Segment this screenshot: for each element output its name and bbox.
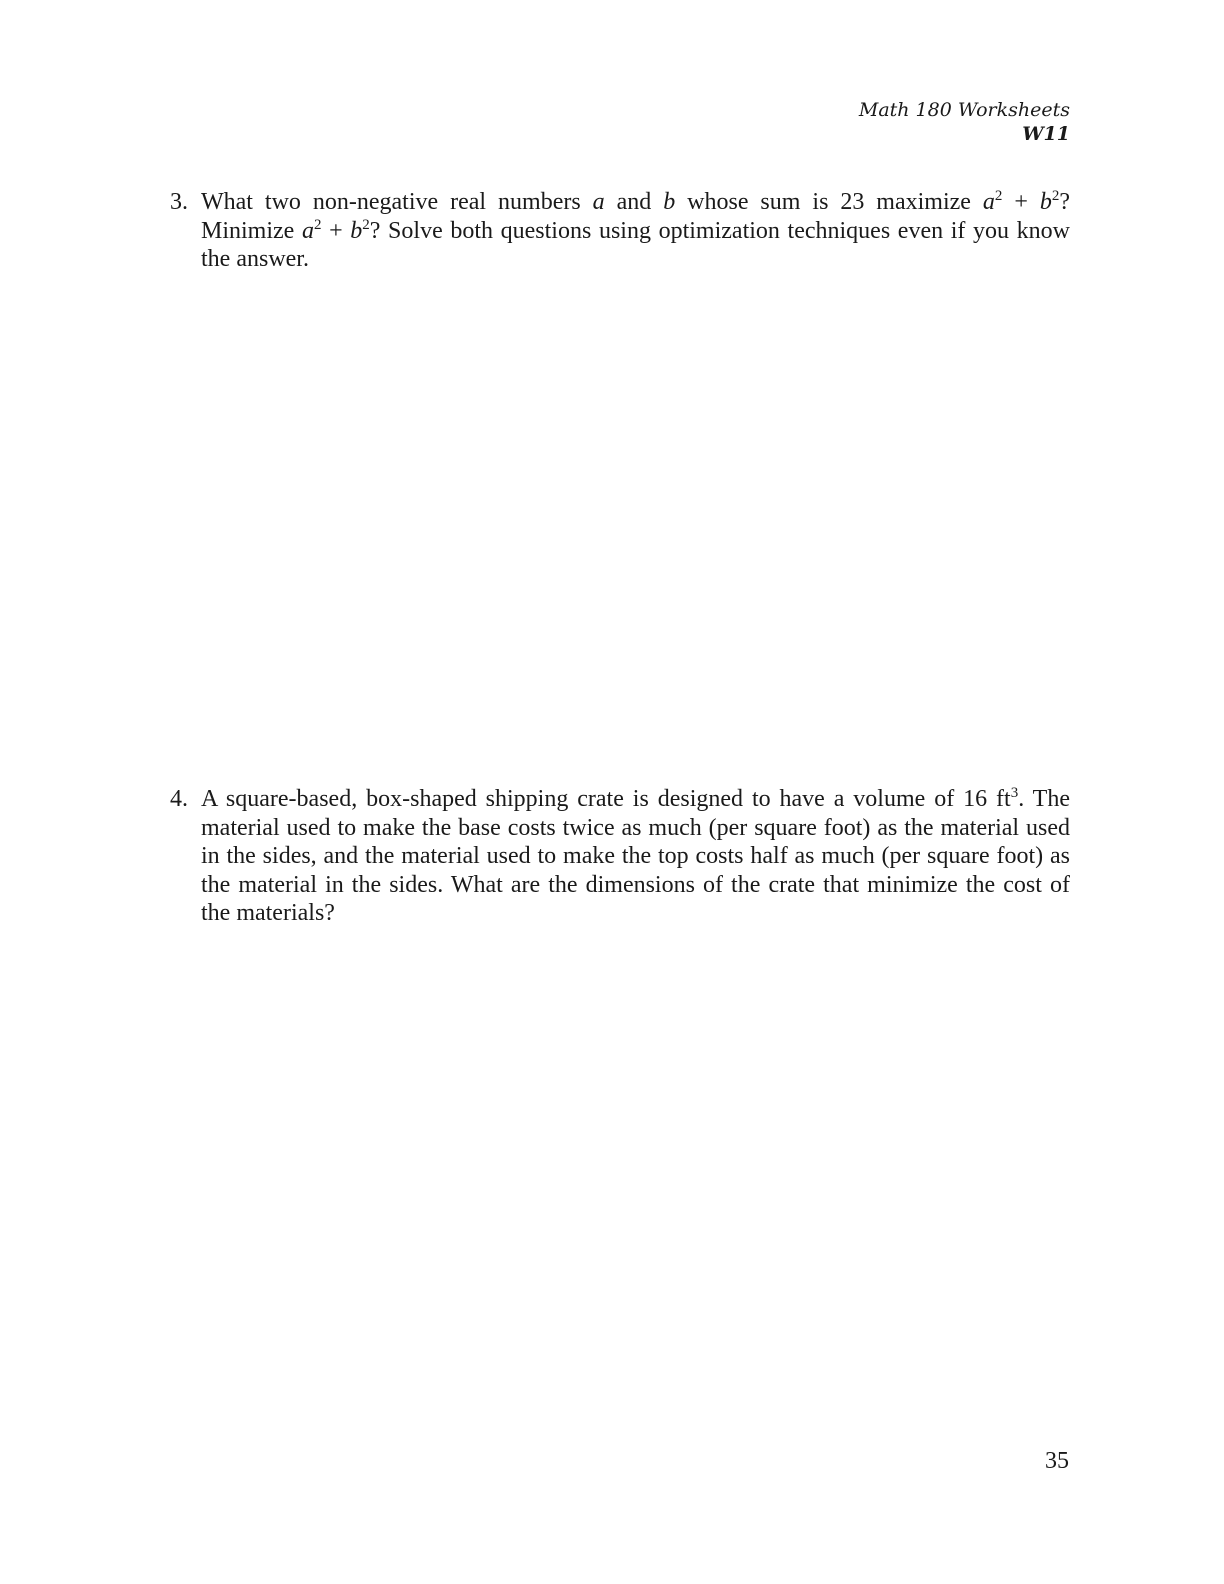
worksheet-code: W11 xyxy=(1022,123,1070,145)
variable-a: a xyxy=(592,189,605,215)
page-header xyxy=(859,98,1070,146)
exponent: 2 xyxy=(362,216,370,233)
text-segment: whose sum is 23 maximize xyxy=(675,189,983,215)
text-segment: ? Solve both questions using optimization techniques even if you know the answer. xyxy=(201,217,1070,273)
text-segment: . The material used to make the base costs twice as much (per square foot) as the material used in the sides, and the material used to make the top costs half as much (per square foot) as the material in the sides. What are the dimensions of the crate that minimize the cost of the materials? xyxy=(201,786,1070,927)
exponent: 2 xyxy=(1051,188,1060,204)
course-title: Math 180 Worksheets xyxy=(858,99,1070,121)
exponent: 3 xyxy=(1010,785,1019,801)
text-segment: A square-based, box-shaped shipping crate is designed to have a volume of 16 ft xyxy=(201,786,1011,812)
problem-4 xyxy=(170,785,1070,928)
variable-a: a xyxy=(301,217,314,244)
variable-b: b xyxy=(350,217,363,244)
problem-number: 4. xyxy=(170,786,188,812)
variable-b: b xyxy=(1039,189,1052,215)
variable-a: a xyxy=(982,189,995,215)
problem-text xyxy=(201,785,1070,928)
problem-3 xyxy=(170,188,1070,274)
variable-b: b xyxy=(663,189,676,215)
problem-number: 3. xyxy=(170,189,188,215)
text-segment: What two non-negative real numbers xyxy=(201,189,593,215)
exponent: 2 xyxy=(994,188,1003,204)
plus-sign: + xyxy=(321,217,351,244)
page-number: 35 xyxy=(1045,1448,1069,1474)
text-segment: and xyxy=(604,189,664,215)
plus-sign: + xyxy=(1002,189,1040,215)
problem-text xyxy=(201,188,1070,274)
exponent: 2 xyxy=(313,216,322,233)
text-segment: ? Minimize xyxy=(201,189,1070,244)
